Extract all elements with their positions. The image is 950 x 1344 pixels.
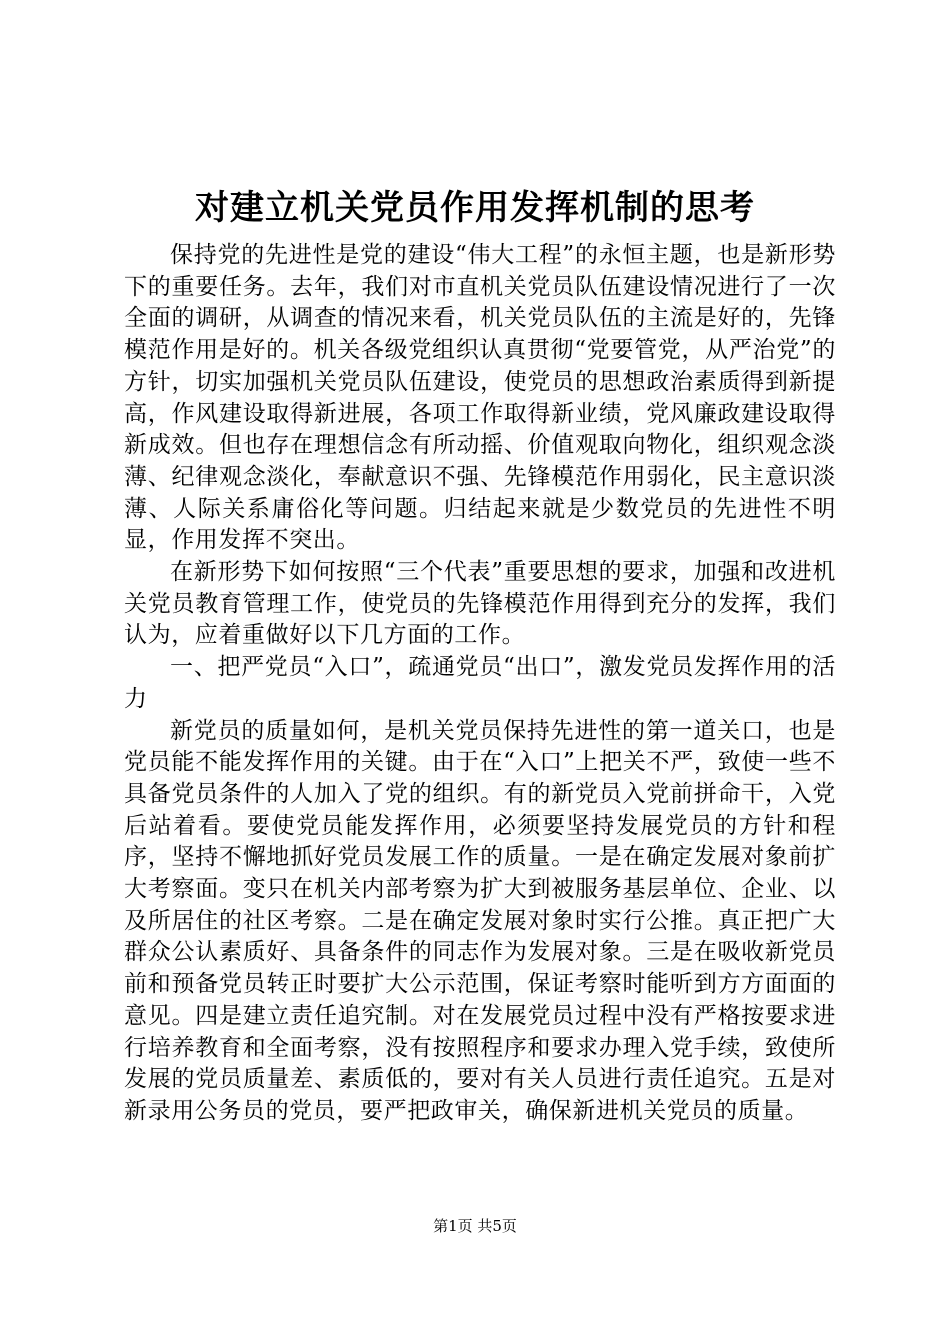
paragraph: 在新形势下如何按照“三个代表”重要思想的要求，加强和改进机关党员教育管理工作，使党员的先锋模范作用得到充分的发挥，我们认为，应着重做好以下几方面的工作。 bbox=[124, 559, 836, 649]
section-heading: 一、把严党员“入口”，疏通党员“出口”，激发党员发挥作用的活力 bbox=[124, 654, 836, 712]
document-body bbox=[124, 240, 836, 1128]
document-title: 对建立机关党员作用发挥机制的思考 bbox=[195, 188, 755, 228]
paragraph: 新党员的质量如何，是机关党员保持先进性的第一道关口，也是党员能不能发挥作用的关键。由于在“入口”上把关不严，致使一些不具备党员条件的人加入了党的组织。有的新党员入党前拼命干，入党后站着看。要使党员能发挥作用，必须要坚持发展党员的方针和程序，坚持不懈地抓好党员发展工作的质量。一是在确定发展对象前扩大考察面。变只在机关内部考察为扩大到被服务基层单位、企业、以及所居住的社区考察。二是在确定发展对象时实行公推。真正把广大群众公认素质好、具备条件的同志作为发展对象。三是在吸收新党员前和预备党员转正时要扩大公示范围，保证考察时能听到方方面面的意见。四是建立责任追究制。对在发展党员过程中没有严格按要求进行培养教育和全面考察，没有按照程序和要求办理入党手续，致使所发展的党员质量差、素质低的，要对有关人员进行责任追究。五是对新录用公务员的党员，要严把政审关，确保新进机关党员的质量。 bbox=[124, 717, 836, 1124]
page-number-footer: 第1页 共5页 bbox=[433, 1217, 517, 1235]
paragraph: 保持党的先进性是党的建设“伟大工程”的永恒主题，也是新形势下的重要任务。去年，我们对市直机关党员队伍建设情况进行了一次全面的调研，从调查的情况来看，机关党员队伍的主流是好的，先锋模范作用是好的。机关各级党组织认真贯彻“党要管党，从严治党”的方针，切实加强机关党员队伍建设，使党员的思想政治素质得到新提高，作风建设取得新进展，各项工作取得新业绩，党风廉政建设取得新成效。但也存在理想信念有所动摇、价值观取向物化，组织观念淡薄、纪律观念淡化，奉献意识不强、先锋模范作用弱化，民主意识淡薄、人际关系庸俗化等问题。归结起来就是少数党员的先进性不明显，作用发挥不突出。 bbox=[124, 242, 836, 554]
